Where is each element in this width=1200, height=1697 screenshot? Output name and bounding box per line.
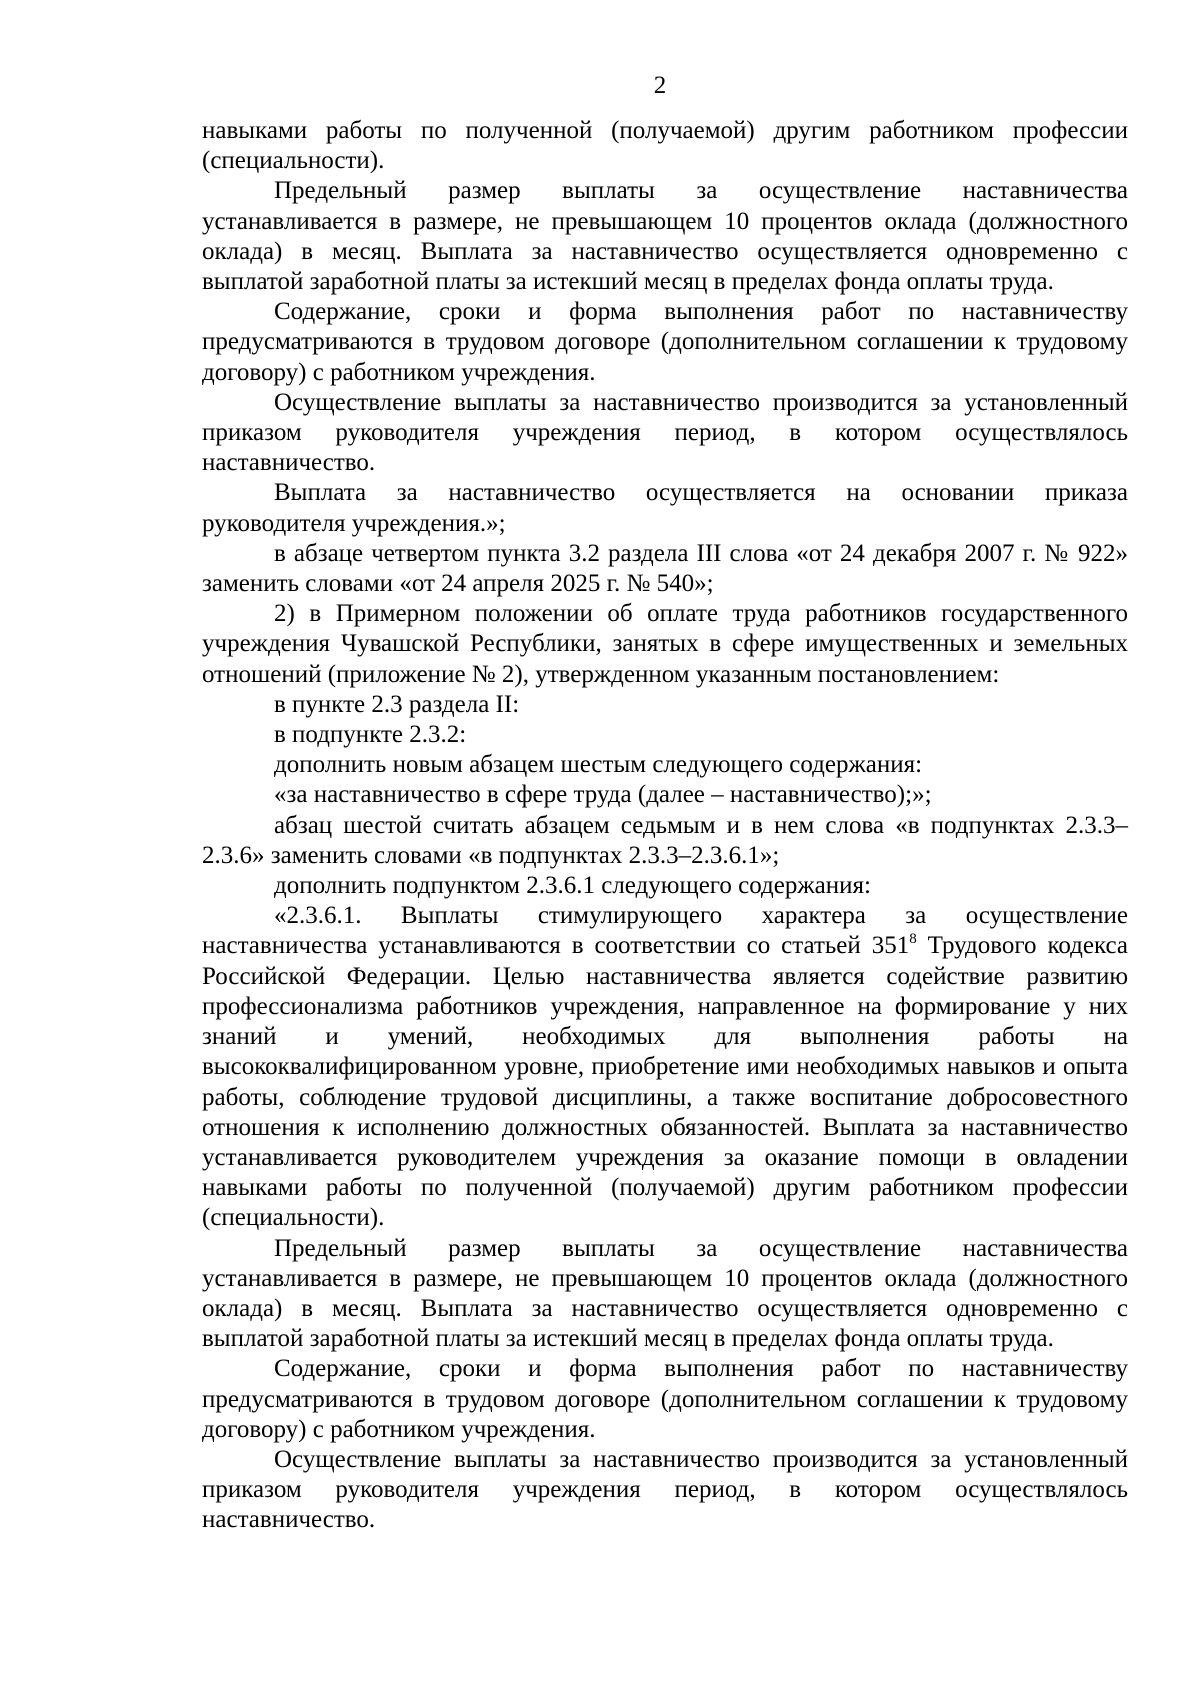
page-number: 2 xyxy=(653,72,667,99)
paragraph-12: абзац шестой считать абзацем седьмым и в нем слова «в подпунктах 2.3.3–2.3.6» заменить словами «в подпунктах 2.3.3–2.3.6.1»; xyxy=(202,811,1128,869)
paragraph-10: дополнить новым абзацем шестым следующего содержания: xyxy=(274,751,923,779)
paragraph-8: в пункте 2.3 раздела II: xyxy=(274,690,520,718)
paragraph-3: Содержание, сроки и форма выполнения работ по наставничеству предусматриваются в трудовом договоре (дополнительном соглашении к трудовому договору) с работником учреждения. xyxy=(202,298,1128,386)
closing-paragraph-3: Осуществление выплаты за наставничество производится за установленный приказом руководителя учреждения период, в котором осуществлялось наставничество. xyxy=(202,1445,1128,1534)
closing-paragraph-2: Содержание, сроки и форма выполнения работ по наставничеству предусматриваются в трудовом договоре (дополнительном соглашении к трудовому договору) с работником учреждения. xyxy=(202,1355,1128,1443)
paragraph-2361-after: Трудового кодекса Российской Федерации. Целью наставничества является содействие развитию профессионализма работников учреждения, направленное на формирование у них знаний и умений, необходимых для выполнения работы на высококвалифицированном уровне, приобретение ими необходимых навыков и опыта работы, соблюдение трудовой дисциплины, а также воспитание добросовестного отношения к исполнению должностных обязанностей. Выплата за наставничество устанавливается руководителем учреждения за оказание помощи в овладении навыками работы по полученной (получаемой) другим работником профессии (специальности). xyxy=(202,932,1128,1232)
article-superscript: 8 xyxy=(909,931,917,948)
paragraph-2361-before: «2.3.6.1. Выплаты стимулирующего характера за осуществление наставничества устанавливаются в соответствии со статьей 351 xyxy=(202,902,1128,960)
paragraph-13: дополнить подпунктом 2.3.6.1 следующего содержания: xyxy=(274,872,871,900)
paragraph-1: навыками работы по полученной (получаемой) другим работником профессии (специальности). xyxy=(202,117,1128,175)
document-body xyxy=(202,116,1128,1536)
paragraph-7: 2) в Примерном положении об оплате труда работников государственного учреждения Чувашской Республики, занятых в сфере имущественных и земельных отношений (приложение № 2), утвержденном указанным постановлением: xyxy=(202,600,1128,688)
closing-paragraph-1: Предельный размер выплаты за осуществление наставничества устанавливается в размере, не превышающем 10 процентов оклада (должностного оклада) в месяц. Выплата за наставничество осуществляется одновременно с выплатой заработной платы за истекший месяц в пределах фонда оплаты труда. xyxy=(202,1234,1128,1353)
paragraph-5: Выплата за наставничество осуществляется на основании приказа руководителя учреждения.»; xyxy=(202,479,1128,537)
paragraph-4: Осуществление выплаты за наставничество производится за установленный приказом руководителя учреждения период, в котором осуществлялось наставничество. xyxy=(202,388,1128,477)
paragraph-11: «за наставничество в сфере труда (далее – наставничество);»; xyxy=(274,781,932,809)
paragraph-2361 xyxy=(202,901,1128,1233)
paragraph-9: в подпункте 2.3.2: xyxy=(274,721,467,749)
paragraph-2: Предельный размер выплаты за осуществление наставничества устанавливается в размере, не превышающем 10 процентов оклада (должностного оклада) в месяц. Выплата за наставничество осуществляется одновременно с выплатой заработной платы за истекший месяц в пределах фонда оплаты труда. xyxy=(202,177,1128,296)
paragraph-6: в абзаце четвертом пункта 3.2 раздела III слова «от 24 декабря 2007 г. № 922» заменить словами «от 24 апреля 2025 г. № 540»; xyxy=(202,539,1128,598)
